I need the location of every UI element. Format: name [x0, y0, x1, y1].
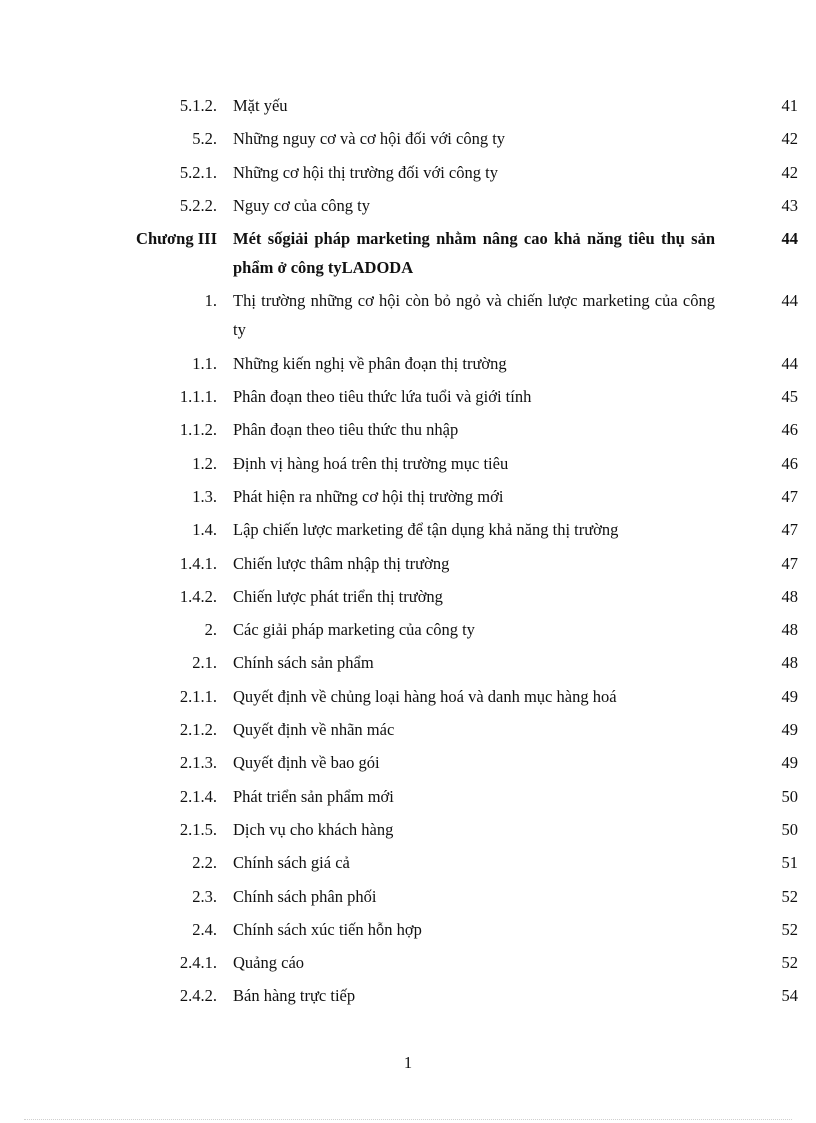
toc-entry: [0, 882, 816, 911]
toc-entry-page: 48: [781, 653, 798, 673]
toc-entry-number: 2.1.3.: [179, 753, 217, 773]
toc-entry-number: 1.: [204, 291, 217, 311]
toc-entry: [0, 981, 816, 1010]
toc-entry: [0, 682, 816, 711]
toc-entry: [0, 286, 816, 344]
toc-entry-page: 46: [781, 420, 798, 440]
toc-entry-page: 49: [781, 720, 798, 740]
toc-entry-page: 54: [781, 986, 798, 1006]
toc-entry-title: Nguy cơ của công ty: [233, 195, 371, 215]
toc-entry-number: 1.2.: [192, 453, 217, 473]
toc-entry-number: 2.: [204, 620, 217, 640]
toc-entry-page: 50: [781, 786, 798, 806]
toc-entry-title: Các giải pháp marketing của công ty: [233, 620, 475, 640]
toc-entry: [0, 815, 816, 844]
toc-entry-page: 47: [781, 486, 798, 506]
toc-entry-number: 2.4.: [192, 919, 217, 939]
toc-entry-page: 46: [781, 453, 798, 473]
toc-entry-title: Chính sách phân phối: [233, 886, 377, 906]
toc-entry: [0, 449, 816, 478]
toc-entry-title: Dịch vụ cho khách hàng: [233, 819, 394, 839]
toc-entry-page: 47: [781, 520, 798, 540]
toc-entry-number: 1.1.2.: [179, 420, 217, 440]
toc-entry-title: Lập chiến lược marketing để tận dụng khả năng thị trường: [233, 520, 619, 540]
toc-entry-number: 2.4.2.: [179, 986, 217, 1006]
toc-entry-number: 1.1.: [192, 353, 217, 373]
toc-entry-title: Phát triển sản phẩm mới: [233, 786, 394, 806]
toc-entry-page: 52: [781, 919, 798, 939]
toc-entry: [0, 948, 816, 977]
toc-entry-title: Những kiến nghị về phân đoạn thị trường: [233, 353, 507, 373]
toc-entry-page: 44: [781, 229, 798, 249]
toc-entry-number: 2.1.5.: [179, 819, 217, 839]
toc-entry-page: 50: [781, 819, 798, 839]
toc-entry: [0, 782, 816, 811]
toc-entry-page: 45: [781, 387, 798, 407]
toc-entry-number: 2.2.: [192, 853, 217, 873]
toc-entry-title: Thị trường những cơ hội còn bỏ ngỏ và chiến lược marketing của công ty: [233, 291, 715, 340]
toc-entry: [0, 349, 816, 378]
toc-entry: [0, 615, 816, 644]
toc-entry-title: Quảng cáo: [233, 953, 305, 973]
toc-entry-title: Phân đoạn theo tiêu thức thu nhập: [233, 420, 459, 440]
toc-entry-number: 2.1.1.: [179, 686, 217, 706]
toc-entry-number: Chương III: [136, 229, 217, 249]
toc-entry-number: 1.4.2.: [179, 586, 217, 606]
toc-entry-page: 42: [781, 129, 798, 149]
toc-entry-title: Bán hàng trực tiếp: [233, 986, 356, 1006]
toc-entry: [0, 415, 816, 444]
toc-entry-number: 2.1.4.: [179, 786, 217, 806]
toc-entry: [0, 482, 816, 511]
toc-entry-title: Chính sách xúc tiến hỗn hợp: [233, 919, 422, 939]
toc-entry: [0, 158, 816, 187]
toc-entry-title: Chiến lược phát triển thị trường: [233, 586, 443, 606]
toc-entry-page: 51: [781, 853, 798, 873]
toc-entry: [0, 191, 816, 220]
toc-entry-page: 48: [781, 620, 798, 640]
toc-entry-number: 5.1.2.: [179, 96, 217, 115]
toc-entry-title: Chính sách sản phẩm: [233, 653, 374, 673]
table-of-contents: [0, 91, 816, 1015]
toc-entry-title: Phân đoạn theo tiêu thức lứa tuổi và giới tính: [233, 387, 532, 407]
toc-entry-title: Mét sốgiải pháp marketing nhằm nâng cao khả năng tiêu thụ sản phẩm ở công tyLADODA: [233, 229, 715, 278]
toc-entry-title: Quyết định về nhãn mác: [233, 720, 395, 740]
toc-entry-title: Chính sách giá cả: [233, 853, 350, 873]
toc-entry-page: 44: [781, 291, 798, 311]
toc-entry-number: 1.4.1.: [179, 553, 217, 573]
toc-entry: [0, 91, 816, 120]
toc-entry-title: Định vị hàng hoá trên thị trường mục tiêu: [233, 453, 509, 473]
toc-entry: [0, 648, 816, 677]
toc-entry-title: Phát hiện ra những cơ hội thị trường mới: [233, 486, 504, 506]
toc-entry-number: 2.1.2.: [179, 720, 217, 740]
toc-entry: [0, 715, 816, 744]
toc-entry-number: 2.4.1.: [179, 953, 217, 973]
toc-entry: [0, 515, 816, 544]
toc-entry-page: 49: [781, 753, 798, 773]
toc-entry-page: 43: [781, 195, 798, 215]
toc-entry-page: 47: [781, 553, 798, 573]
toc-entry-page: 52: [781, 886, 798, 906]
toc-entry-number: 2.3.: [192, 886, 217, 906]
toc-entry-number: 1.3.: [192, 486, 217, 506]
toc-entry-page: 41: [781, 96, 798, 115]
toc-entry-title: Những nguy cơ và cơ hội đối với công ty: [233, 129, 506, 149]
toc-entry-title: Những cơ hội thị trường đối với công ty: [233, 162, 498, 182]
toc-entry-page: 49: [781, 686, 798, 706]
toc-entry-title: Quyết định về chủng loại hàng hoá và danh mục hàng hoá: [233, 686, 617, 706]
toc-entry-page: 42: [781, 162, 798, 182]
toc-entry: [0, 915, 816, 944]
toc-entry: [0, 582, 816, 611]
toc-entry-page: 48: [781, 586, 798, 606]
toc-entry-number: 5.2.2.: [179, 195, 217, 215]
toc-entry-page: 52: [781, 953, 798, 973]
toc-entry: [0, 382, 816, 411]
toc-entry: [0, 848, 816, 877]
toc-entry: [0, 124, 816, 153]
toc-entry-title: Mặt yếu: [233, 96, 288, 115]
toc-entry-number: 5.2.1.: [179, 162, 217, 182]
toc-chapter-entry: [0, 224, 816, 282]
toc-entry-number: 1.1.1.: [179, 387, 217, 407]
toc-entry-number: 1.4.: [192, 520, 217, 540]
page-number: 1: [403, 1053, 413, 1072]
toc-entry-number: 5.2.: [192, 129, 217, 149]
toc-entry-number: 2.1.: [192, 653, 217, 673]
toc-entry-page: 44: [781, 353, 798, 373]
toc-entry-title: Quyết định về bao gói: [233, 753, 380, 773]
toc-entry: [0, 549, 816, 578]
footer-divider: [24, 1119, 792, 1120]
toc-entry: [0, 748, 816, 777]
toc-entry-title: Chiến lược thâm nhập thị trường: [233, 553, 450, 573]
